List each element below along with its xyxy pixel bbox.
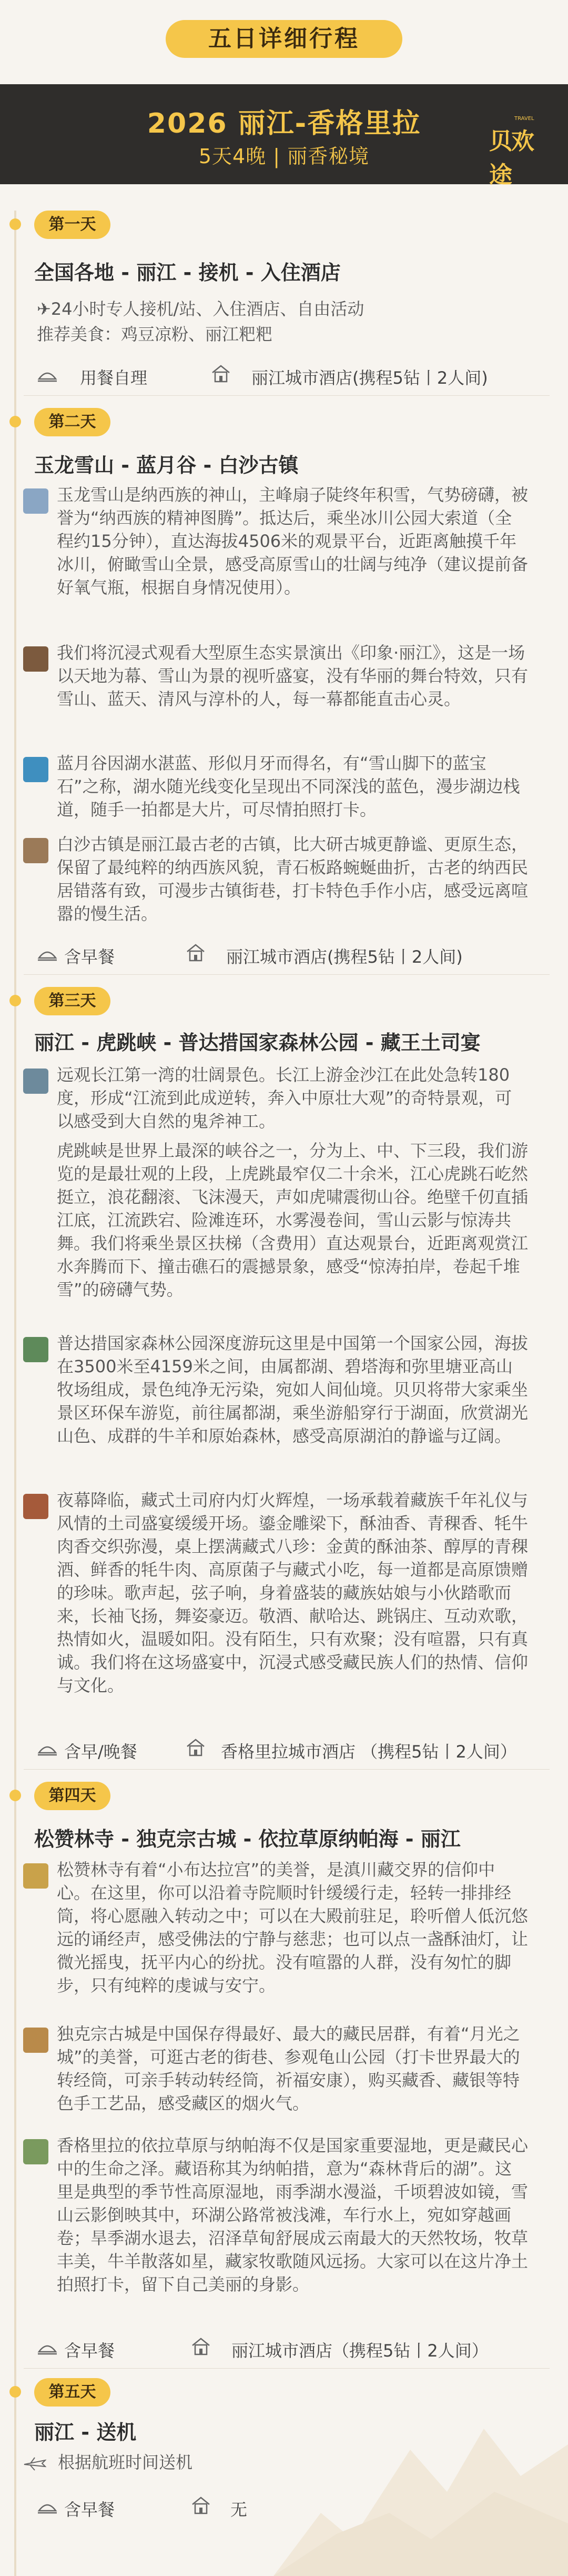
day5-line-1: 根据航班时间送机 — [58, 2452, 193, 2472]
day1-hotel: 丽江城市酒店(携程5钻丨2人间) — [251, 368, 488, 388]
meal-icon — [37, 2497, 58, 2516]
day3-para-3: 普达措国家森林公园深度游玩这里是中国第一个国家公园，海拔在3500米至4159米之间，由属都湖、碧塔海和弥里塘亚高山牧场组成，景色纯净无污染，宛如人间仙境。贝贝将带大家乘坐景区环保车游览，前往属都湖，乘坐游船穿行于湖面，欣赏湖光山色、成群的牛羊和原始森林，感受高原湖泊的静谧与辽阔。 — [57, 1333, 529, 1446]
day5-route: 丽江 - 送机 — [34, 2421, 137, 2444]
potatso-thumbnail — [23, 1337, 48, 1362]
day4-meal: 含早餐 — [64, 2341, 115, 2361]
day2-para-2: 我们将沉浸式观看大型原生态实景演出《印象·丽江》，这是一场以天地为幕、雪山为景的视听盛宴，没有华丽的舞台特效，只有雪山、蓝天、清风与淳朴的人，每一幕都能直击心灵。 — [57, 643, 529, 709]
trip-subtitle: 5天4晚 | 丽香秘境 — [198, 145, 370, 168]
hotel-icon — [190, 2496, 211, 2515]
dukezong-thumbnail — [23, 2028, 48, 2053]
blue-moon-valley-thumbnail — [23, 757, 48, 782]
day2-route: 玉龙雪山 - 蓝月谷 - 白沙古镇 — [34, 454, 299, 477]
hotel-icon — [210, 364, 231, 383]
day3-hotel: 香格里拉城市酒店 （携程5钻丨2人间） — [221, 1742, 517, 1762]
day2-para-3: 蓝月谷因湖水湛蓝、形似月牙而得名，有“雪山脚下的蓝宝石”之称，湖水随光线变化呈现出不同深浅的蓝色，漫步湖边栈道，随手一拍都是大片，可尽情拍照打卡。 — [57, 753, 520, 820]
day4-route: 松赞林寺 - 独克宗古城 - 依拉草原纳帕海 - 丽江 — [34, 1828, 461, 1851]
logo-small-text: TRAVEL — [514, 116, 534, 122]
napahai-thumbnail — [23, 2139, 48, 2164]
day2-pill: 第二天 — [34, 408, 110, 436]
show-thumbnail — [23, 646, 48, 672]
brand-logo — [489, 115, 552, 188]
meal-icon — [37, 1739, 58, 1758]
day4-para-1: 松赞林寺有着“小布达拉宫”的美誉，是滇川藏交界的信仰中心。在这里，你可以沿着寺院顺时针缓缓行走，轻转一排排经筒，将心愿融入转动之中；可以在大殿前驻足，聆听僧人低沉悠远的诵经声，感受佛法的宁静与慈悲；也可以点一盏酥油灯，让微光摇曳，抚平内心的纷扰。没有喧嚣的人群，没有匆忙的脚步，只有纯粹的虔诚与安宁。 — [57, 1860, 529, 1995]
meal-icon — [37, 2338, 58, 2357]
day3-para-1: 远观长江第一湾的壮阔景色。长江上游金沙江在此处急转180度，形成“江流到此成逆转，奔入中原壮大观”的奇特景观，可以感受到大自然的鬼斧神工。 — [57, 1065, 512, 1131]
day1-line-2: 推荐美食：鸡豆凉粉、丽江粑粑 — [37, 324, 273, 344]
day5-pill: 第五天 — [34, 2378, 110, 2407]
day3-pill: 第三天 — [34, 987, 110, 1015]
day5-meal: 含早餐 — [64, 2500, 115, 2520]
day3-para-4: 夜幕降临，藏式土司府内灯火辉煌，一场承载着藏族千年礼仪与风情的土司盛宴缓缓开场。鎏金雕梁下，酥油香、青稞香、牦牛肉香交织弥漫，桌上摆满藏式八珍：金黄的酥油茶、醇厚的青稞酒、鲜香的牦牛肉、高原菌子与藏式小吃，每一道都是高原馈赠的珍味。歌声起，弦子响，身着盛装的藏族姑娘与小伙踏歌而来，长袖飞扬，舞姿豪迈。敬酒、献哈达、跳锅庄、互动欢歌，热情如火，温暖如阳。没有陌生，只有欢聚；没有喧嚣，只有真诚。我们将在这场盛宴中，沉浸式感受藏民族人们的热情、信仰与文化。 — [57, 1490, 529, 1695]
day3-route: 丽江 - 虎跳峡 - 普达措国家森林公园 - 藏王土司宴 — [34, 1031, 481, 1054]
timeline-line — [14, 211, 16, 2576]
trip-title: 2026 丽江-香格里拉 — [147, 108, 421, 139]
day2-divider — [24, 974, 550, 975]
timeline-dot-day4 — [9, 1790, 21, 1801]
hotel-icon — [185, 943, 206, 962]
day4-para-3: 香格里拉的依拉草原与纳帕海不仅是国家重要湿地，更是藏民心中的生命之泽。藏语称其为纳帕措，意为“森林背后的湖”。这里是典型的季节性高原湿地，雨季湖水漫溢，千顷碧波如镜，雪山云影倒映其中，环湖公路常被浅滩，车行水上，宛如穿越画卷；旱季湖水退去，沼泽草甸舒展成云南最大的天然牧场，牧草丰美，牛羊散落如星，藏家牧歌随风远扬。大家可以在这片净土拍照打卡，留下自己美丽的身影。 — [57, 2135, 529, 2294]
day1-meal: 用餐自理 — [80, 368, 148, 388]
day4-divider — [24, 2368, 550, 2369]
day2-para-1: 玉龙雪山是纳西族的神山，主峰扇子陡终年积雪，气势磅礴，被誉为“纳西族的精神图腾”。抵达后，乘坐冰川公园大索道（全程约15分钟），直达海拔4506米的观景平台，近距离触摸千年冰川，俯瞰雪山全景，感受高原雪山的壮阔与纯净（建议提前备好氧气瓶，根据自身情况使用）。 — [57, 485, 529, 597]
day5-hotel: 无 — [230, 2500, 248, 2520]
baisha-town-thumbnail — [23, 838, 48, 863]
tusi-banquet-thumbnail — [23, 1494, 48, 1519]
timeline-dot-day1 — [9, 218, 21, 230]
day3-divider — [24, 1769, 550, 1770]
hotel-icon — [185, 1738, 206, 1757]
timeline-dot-day2 — [9, 416, 21, 427]
meal-icon — [37, 944, 58, 963]
logo-text: 贝欢途 — [489, 128, 533, 188]
title-pill: 五日详细行程 — [166, 20, 402, 58]
songzanlin-thumbnail — [23, 1863, 48, 1889]
plane-icon — [23, 2455, 46, 2471]
hotel-icon — [190, 2337, 211, 2356]
day1-route: 全国各地 - 丽江 - 接机 - 入住酒店 — [34, 261, 341, 284]
header-banner — [0, 84, 568, 188]
day4-hotel: 丽江城市酒店（携程5钻丨2人间） — [231, 2341, 489, 2361]
day4-pill: 第四天 — [34, 1782, 110, 1810]
day2-para-4: 白沙古镇是丽江最古老的古镇，比大研古城更静谧、更原生态，保留了最纯粹的纳西族风貌，青石板路蜿蜒曲折，古老的纳西民居错落有致，可漫步古镇街巷，打卡特色手作小店，感受远离喧嚣的慢生活。 — [57, 834, 529, 924]
day3-meal: 含早/晚餐 — [64, 1742, 137, 1762]
day1-divider — [24, 395, 550, 396]
meal-icon — [37, 365, 58, 384]
cable-car-thumbnail — [23, 488, 48, 514]
day4-para-2: 独克宗古城是中国保存得最好、最大的藏民居群，有着“月光之城”的美誉，可逛古老的街巷、参观龟山公园（打卡世界最大的转经筒，可亲手转动转经筒，祈福安康），购买藏香、藏银等特色手工艺品，感受藏区的烟火气。 — [57, 2024, 520, 2113]
timeline-dot-day3 — [9, 995, 21, 1006]
day1-line-1: ✈24小时专人接机/站、入住酒店、自由活动 — [37, 299, 364, 319]
day3-para-2: 虎跳峡是世界上最深的峡谷之一，分为上、中、下三段，我们游览的是最壮观的上段，上虎跳最窄仅二十余米，江心虎跳石屹然挺立，浪花翻滚、飞沫漫天，声如虎啸震彻山谷。绝壁千仞直插江底，江流跌宕、险滩连环，水雾漫卷间，雪山云影与惊涛共舞。我们将乘坐景区扶梯（含费用）直达观景台，近距离观赏江水奔腾而下、撞击礁石的震撼景象，感受“惊涛拍岸，卷起千堆雪”的磅礴气势。 — [57, 1141, 529, 1300]
first-bend-thumbnail — [23, 1069, 48, 1094]
day1-pill: 第一天 — [34, 211, 110, 239]
day2-meal: 含早餐 — [64, 947, 115, 967]
day2-hotel: 丽江城市酒店(携程5钻丨2人间) — [226, 947, 463, 967]
timeline-dot-day5 — [9, 2386, 21, 2398]
